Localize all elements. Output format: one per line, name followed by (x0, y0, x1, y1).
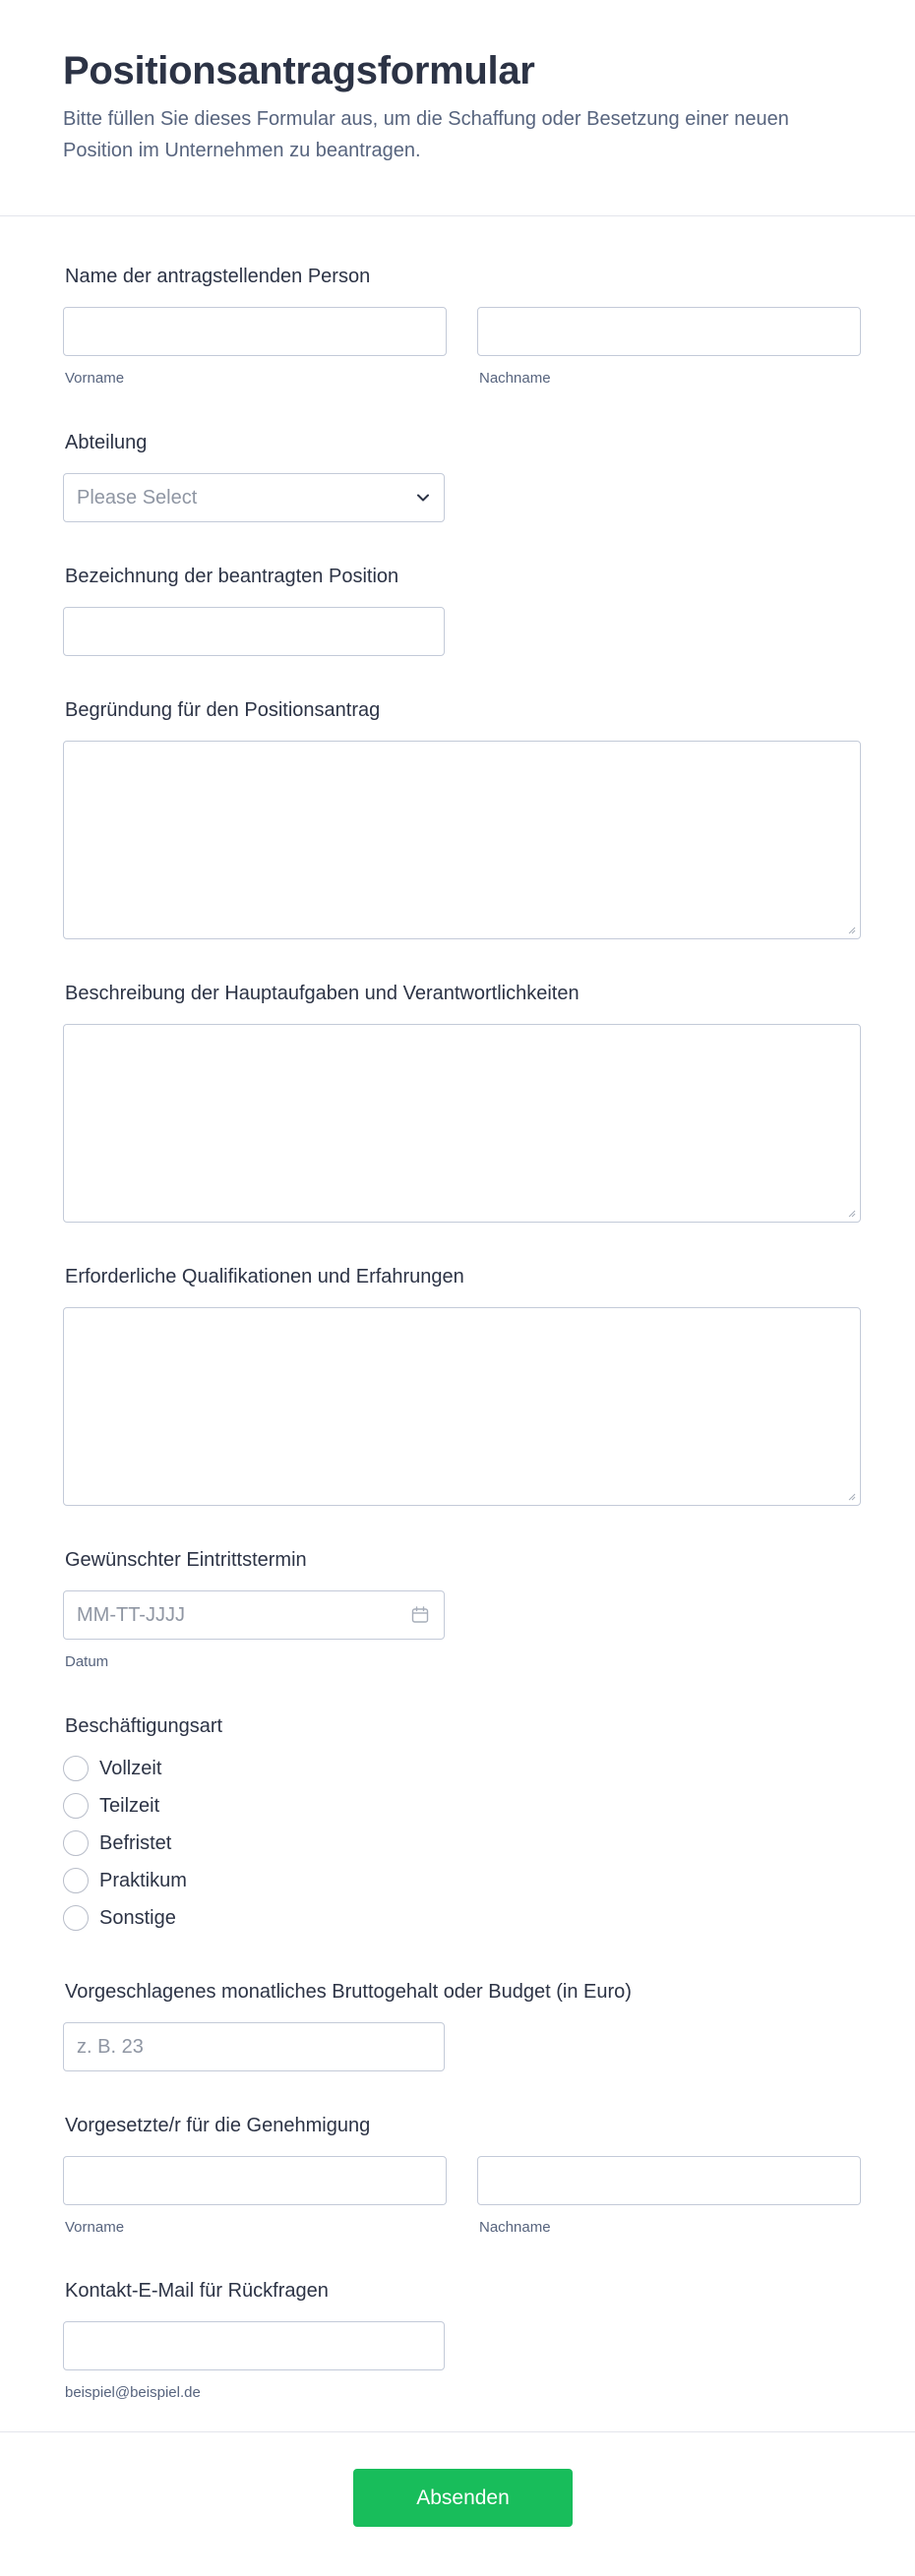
radio-option-label: Teilzeit (99, 1795, 160, 1817)
requester-first-name-input[interactable] (63, 307, 447, 356)
salary-label: Vorgeschlagenes monatliches Bruttogehalt oder Budget (in Euro) (65, 1981, 632, 2003)
contact-email-sublabel: beispiel@beispiel.de (65, 2384, 201, 2401)
position-title-label: Bezeichnung der beantragten Position (65, 566, 399, 587)
radio-circle[interactable] (63, 1756, 89, 1781)
salary-input[interactable] (63, 2022, 445, 2071)
department-select-placeholder: Please Select (77, 487, 198, 509)
department-label: Abteilung (65, 432, 148, 453)
requester-last-name-sublabel: Nachname (479, 370, 551, 387)
start-date-input[interactable] (63, 1590, 445, 1640)
start-date-placeholder: MM-TT-JJJJ (77, 1604, 185, 1626)
start-date-sublabel: Datum (65, 1653, 109, 1670)
radio-option-label: Sonstige (99, 1907, 176, 1929)
contact-email-label: Kontakt-E-Mail für Rückfragen (65, 2280, 329, 2302)
requester-last-name-input[interactable] (477, 307, 861, 356)
justification-label: Begründung für den Positionsantrag (65, 699, 381, 721)
qualifications-label: Erforderliche Qualifikationen und Erfahrungen (65, 1266, 464, 1288)
form-header (0, 0, 915, 216)
form-title: Positionsantragsformular (63, 49, 535, 92)
footer-divider (0, 2431, 915, 2432)
duties-label: Beschreibung der Hauptaufgaben und Verantwortlichkeiten (65, 983, 580, 1004)
radio-circle[interactable] (63, 1793, 89, 1819)
resize-grip-icon[interactable] (846, 1208, 856, 1218)
approver-name-label: Vorgesetzte/r für die Genehmigung (65, 2115, 371, 2136)
requester-first-name-sublabel: Vorname (65, 370, 125, 387)
justification-textarea[interactable] (63, 741, 861, 939)
radio-circle[interactable] (63, 1868, 89, 1893)
employment-type-label: Beschäftigungsart (65, 1715, 223, 1737)
qualifications-textarea[interactable] (63, 1307, 861, 1506)
approver-last-name-input[interactable] (477, 2156, 861, 2205)
contact-email-input[interactable] (63, 2321, 445, 2370)
approver-first-name-sublabel: Vorname (65, 2219, 125, 2236)
approver-last-name-sublabel: Nachname (479, 2219, 551, 2236)
form-subtitle: Bitte füllen Sie dieses Formular aus, um die Schaffung oder Besetzung einer neuen Position im Unternehmen zu beantragen. (63, 108, 789, 161)
salary-placeholder: z. B. 23 (77, 2036, 144, 2058)
chevron-down-icon (414, 489, 432, 507)
duties-textarea[interactable] (63, 1024, 861, 1223)
approver-first-name-input[interactable] (63, 2156, 447, 2205)
resize-grip-icon[interactable] (846, 925, 856, 934)
resize-grip-icon[interactable] (846, 1491, 856, 1501)
calendar-icon[interactable] (410, 1605, 430, 1625)
submit-button[interactable]: Absenden (353, 2469, 573, 2527)
radio-option-label: Praktikum (99, 1870, 187, 1891)
radio-circle[interactable] (63, 1830, 89, 1856)
department-select[interactable] (63, 473, 445, 522)
radio-option-label: Vollzeit (99, 1758, 162, 1779)
position-title-input[interactable] (63, 607, 445, 656)
radio-option-label: Befristet (99, 1832, 172, 1854)
start-date-label: Gewünschter Eintrittstermin (65, 1549, 307, 1571)
requester-name-label: Name der antragstellenden Person (65, 266, 371, 287)
radio-circle[interactable] (63, 1905, 89, 1931)
